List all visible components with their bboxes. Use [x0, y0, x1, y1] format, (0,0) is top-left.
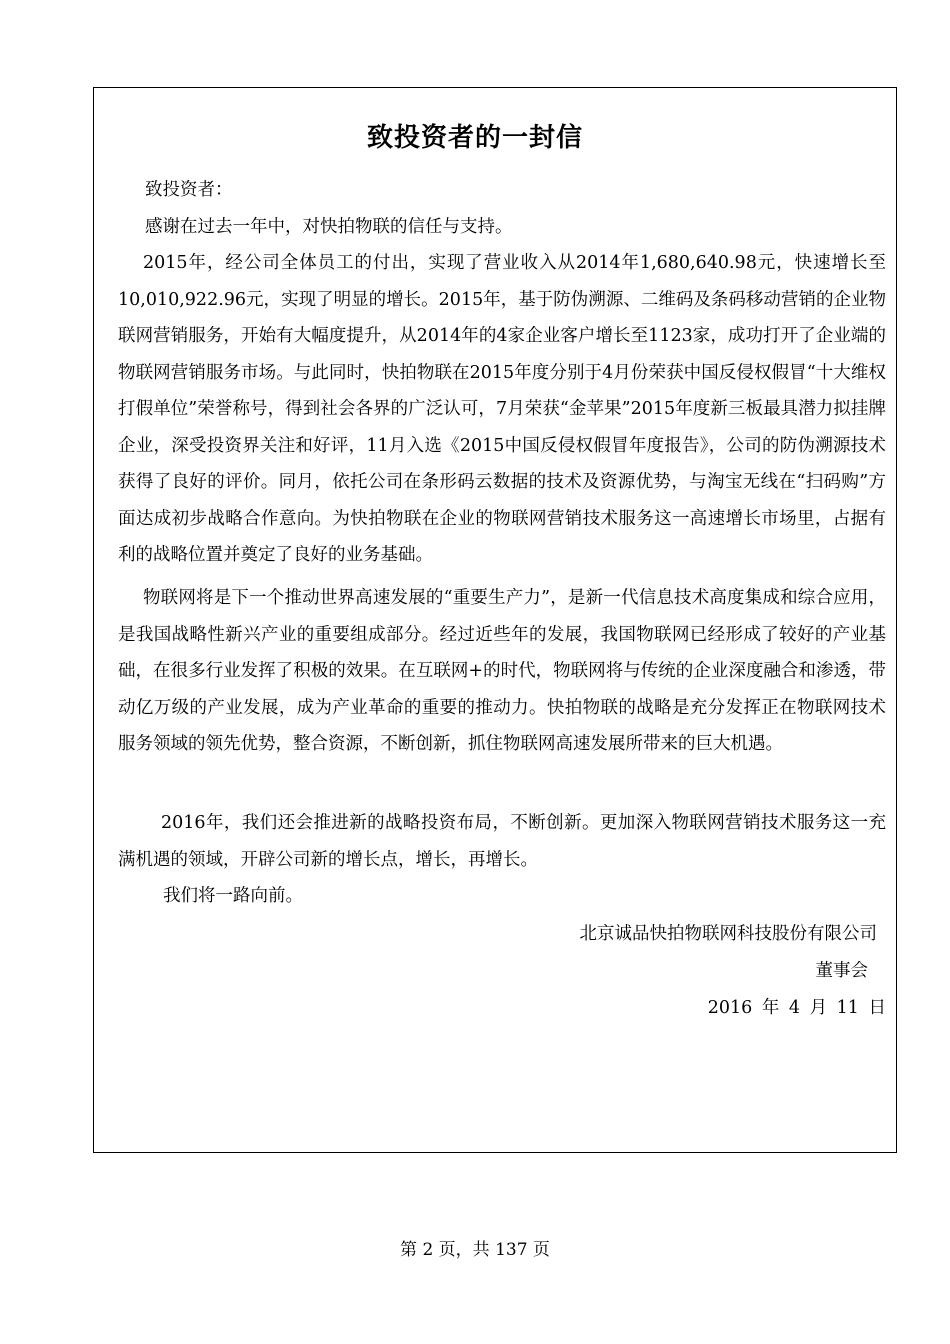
paragraph-thanks: 感谢在过去一年中，对快拍物联的信任与支持。 [145, 217, 513, 237]
page-number: 第 2 页，共 137 页 [400, 1240, 550, 1260]
salutation: 致投资者： [145, 180, 233, 200]
signature-board: 董事会 [815, 961, 868, 981]
page-title: 致投资者的一封信 [366, 123, 583, 153]
paragraph-2016-outlook: 2016年，我们还会推进新的战略投资布局，不断创新。更加深入物联网营销技术服务这一充满机遇的领域，开辟公司新的增长点，增长，再增长。 [118, 813, 886, 870]
signature-date: 2016 年 4 月 11 日 [707, 998, 886, 1018]
paragraph-2015-performance: 2015年，经公司全体员工的付出，实现了营业收入从2014年1,680,640.98元，快速增长至10,010,922.96元，实现了明显的增长。2015年，基于防伪溯源、二维码及条码移动营销的企业物联网营销服务，开始有大幅度提升，从2014年的4家企业客户增长至1123家，成功打开了企业端的物联网营销服务市场。与此同时，快拍物联在2015年度分别于4月份荣获中国反侵权假冒“十大维权打假单位”荣誉称号，得到社会各界的广泛认可，7月荣获“金苹果”2015年度新三板最具潜力拟挂牌企业，深受投资界关注和好评，11月入选《2015中国反侵权假冒年度报告》，公司的防伪溯源技术获得了良好的评价。同月，依托公司在条形码云数据的技术及资源优势，与淘宝无线在“扫码购”方面达成初步战略合作意向。为快拍物联在企业的物联网营销技术服务这一高速增长市场里，占据有利的战略位置并奠定了良好的业务基础。 [118, 253, 886, 565]
paragraph-iot-strategy: 物联网将是下一个推动世界高速发展的“重要生产力”，是新一代信息技术高度集成和综合应用，是我国战略性新兴产业的重要组成部分。经过近些年的发展，我国物联网已经形成了较好的产业基础，在很多行业发挥了积极的效果。在互联网+的时代，物联网将与传统的企业深度融合和渗透，带动亿万级的产业发展，成为产业革命的重要的推动力。快拍物联的战略是充分发挥正在物联网技术服务领域的领先优势，整合资源，不断创新，抓住物联网高速发展所带来的巨大机遇。 [118, 588, 886, 754]
paragraph-closing: 我们将一路向前。 [163, 886, 303, 906]
signature-company: 北京诚品快拍物联网科技股份有限公司 [579, 924, 877, 944]
